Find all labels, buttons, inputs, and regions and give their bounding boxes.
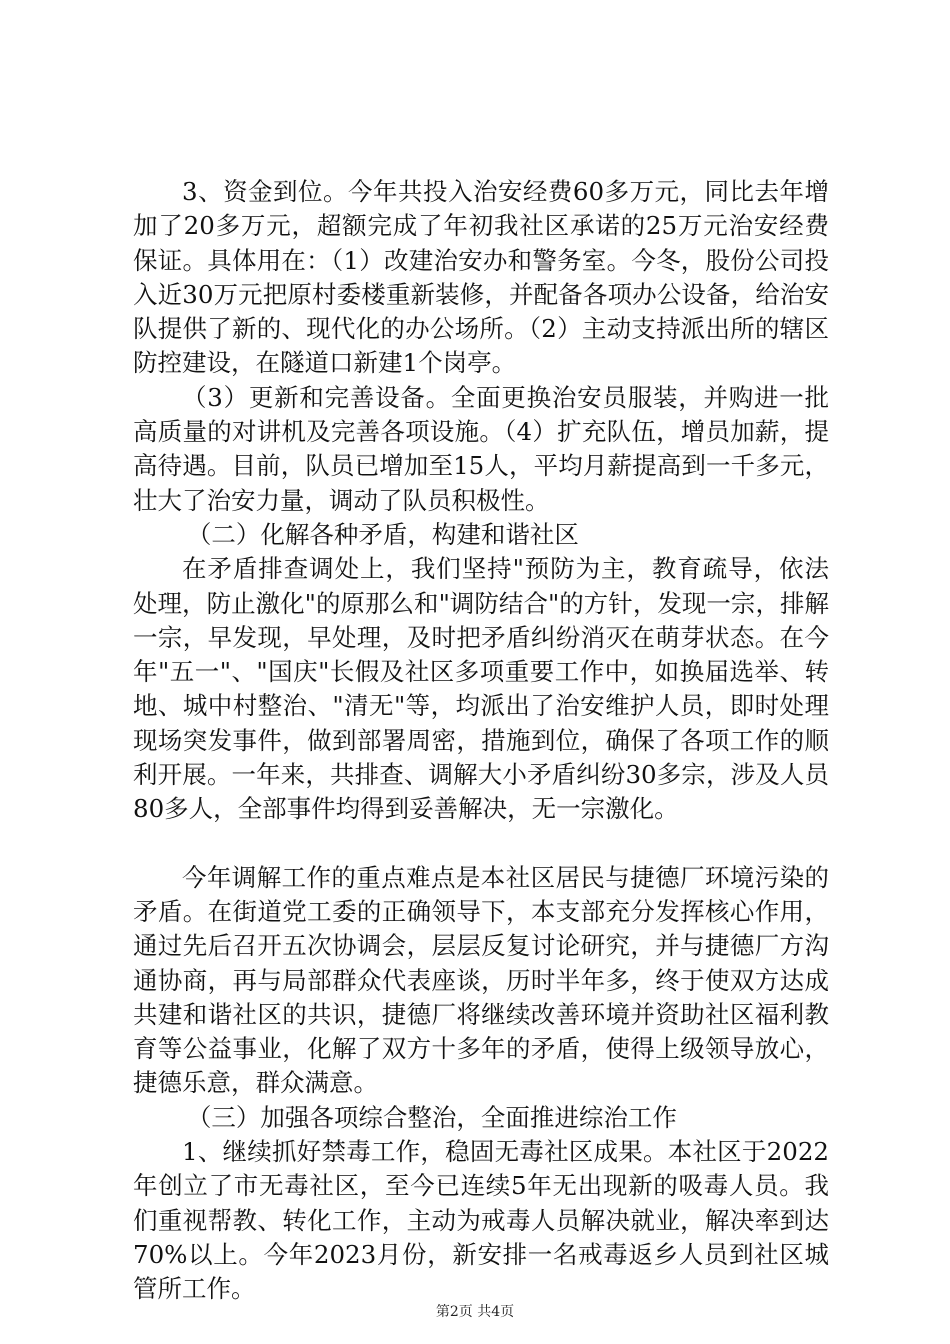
paragraph-funding: 3、资金到位。今年共投入治安经费60多万元，同比去年增加了20多万元，超额完成了年初我社区承诺的25万元治安经费保证。具体用在：（1）改建治安办和警务室。今冬，股份公司投入近30万元把原村委楼重新装修，并配备各项办公设备，给治安队提供了新的、现代化的办公场所。（2）主动支持派出所的辖区防控建设，在隧道口新建1个岗亭。 [133, 177, 829, 378]
page-footer: 第2页 共4页 [435, 1304, 515, 1320]
paragraph-conflict-mediation: 在矛盾排查调处上，我们坚持"预防为主，教育疏导，依法处理，防止激化"的原那么和"调防结合"的方针，发现一宗，排解一宗，早发现，早处理，及时把矛盾纠纷消灭在萌芽状态。在今年"五一"、"国庆"长假及社区多项重要工作中，如换届选举、转地、城中村整治、"清无"等，均派出了治安维护人员，即时处理现场突发事件，做到部署周密，措施到位，确保了各项工作的顺利开展。一年来，共排查、调解大小矛盾纠纷30多宗，涉及人员80多人，全部事件均得到妥善解决，无一宗激化。 [133, 554, 829, 824]
section-heading-comprehensive-governance: （三）加强各项综合整治，全面推进综治工作 [186, 1102, 677, 1132]
paragraph-spacer [133, 827, 829, 861]
paragraph-pollution-dispute: 今年调解工作的重点难点是本社区居民与捷德厂环境污染的矛盾。在街道党工委的正确领导下，本支部充分发挥核心作用，通过先后召开五次协调会，层层反复讨论研究，并与捷德厂方沟通协商，再与局部群众代表座谈，历时半年多，终于使双方达成共建和谐社区的共识，捷德厂将继续改善环境并资助社区福利教育等公益事业，化解了双方十多年的矛盾，使得上级领导放心，捷德乐意，群众满意。 [133, 862, 829, 1098]
paragraph-anti-drug: 1、继续抓好禁毒工作，稳固无毒社区成果。本社区于2022年创立了市无毒社区，至今已连续5年无出现新的吸毒人员。我们重视帮教、转化工作，主动为戒毒人员解决就业，解决率到达70%以上。今年2023月份，新安排一名戒毒返乡人员到社区城管所工作。 [133, 1137, 829, 1304]
paragraph-equipment: （3）更新和完善设备。全面更换治安员服装，并购进一批高质量的对讲机及完善各项设施。（4）扩充队伍，增员加薪，提高待遇。目前，队员已增加至15人，平均月薪提高到一千多元，壮大了治安力量，调动了队员积极性。 [133, 382, 829, 515]
document-body [133, 175, 829, 1307]
section-heading-resolve-conflicts: （二）化解各种矛盾，构建和谐社区 [186, 519, 579, 549]
